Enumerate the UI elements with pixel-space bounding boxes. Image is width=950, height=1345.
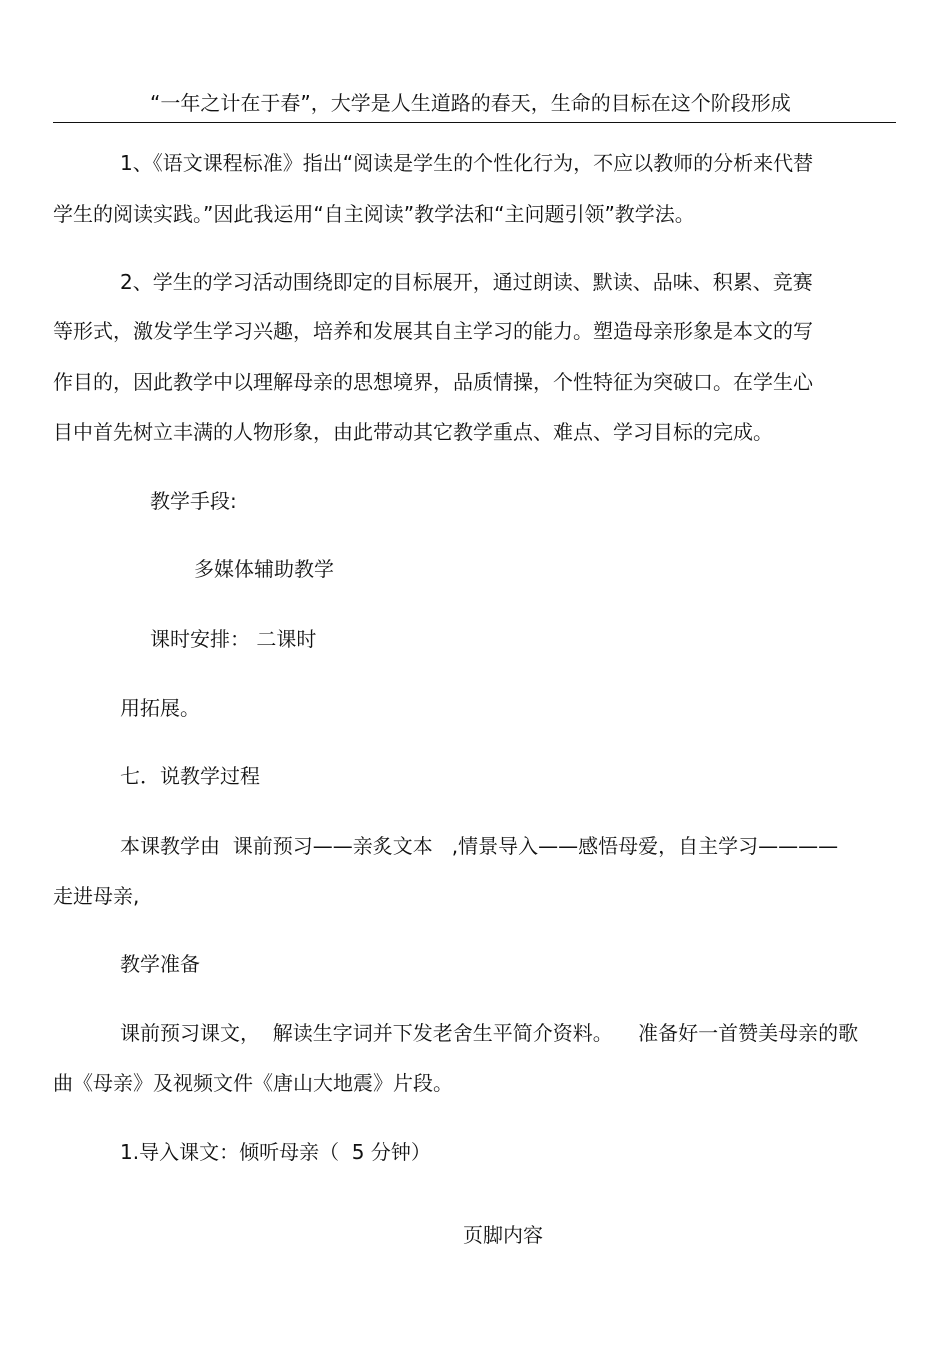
paragraph-2-line-2: 等形式，激发学生学习兴趣，培养和发展其自主学习的能力。塑造母亲形象是本文的写 bbox=[53, 319, 813, 343]
paragraph-2-line-4: 目中首先树立丰满的人物形象，由此带动其它教学重点、难点、学习目标的完成。 bbox=[53, 420, 773, 444]
preparation-line-1: 课前预习课文， 解读生字词并下发老舍生平简介资料。 准备好一首赞美母亲的歌 bbox=[120, 1021, 859, 1045]
teaching-means-value: 多媒体辅助教学 bbox=[194, 557, 334, 581]
process-line-2: 走进母亲, bbox=[53, 884, 140, 908]
page-footer: 页脚内容 bbox=[463, 1223, 543, 1247]
page-header: “一年之计在于春”，大学是人生道路的春天，生命的目标在这个阶段形成 bbox=[150, 91, 791, 115]
class-hours: 课时安排： 二课时 bbox=[150, 627, 317, 651]
teaching-means-label: 教学手段: bbox=[150, 489, 237, 513]
paragraph-2-line-1: 2、学生的学习活动围绕即定的目标展开，通过朗读、默读、品味、积累、竞赛 bbox=[120, 270, 813, 294]
paragraph-2-line-3: 作目的，因此教学中以理解母亲的思想境界，品质情操，个性特征为突破口。在学生心 bbox=[53, 370, 813, 394]
paragraph-1-line-2: 学生的阅读实践。”因此我运用“自主阅读”教学法和“主问题引领”教学法。 bbox=[53, 202, 695, 226]
preparation-heading: 教学准备 bbox=[120, 952, 200, 976]
process-line-1: 本课教学由 课前预习——亲炙文本 ,情景导入——感悟母爱，自主学习———— bbox=[120, 834, 839, 858]
paragraph-1-line-1: 1、《语文课程标准》指出“阅读是学生的个性化行为，不应以教师的分析来代替 bbox=[120, 151, 814, 175]
intro-step: 1.导入课文：倾听母亲（ 5 分钟） bbox=[120, 1140, 431, 1164]
preparation-line-2: 曲《母亲》及视频文件《唐山大地震》片段。 bbox=[53, 1071, 453, 1095]
section-seven-heading: 七．说教学过程 bbox=[120, 764, 260, 788]
extension-text: 用拓展。 bbox=[120, 696, 200, 720]
header-divider bbox=[53, 122, 896, 123]
